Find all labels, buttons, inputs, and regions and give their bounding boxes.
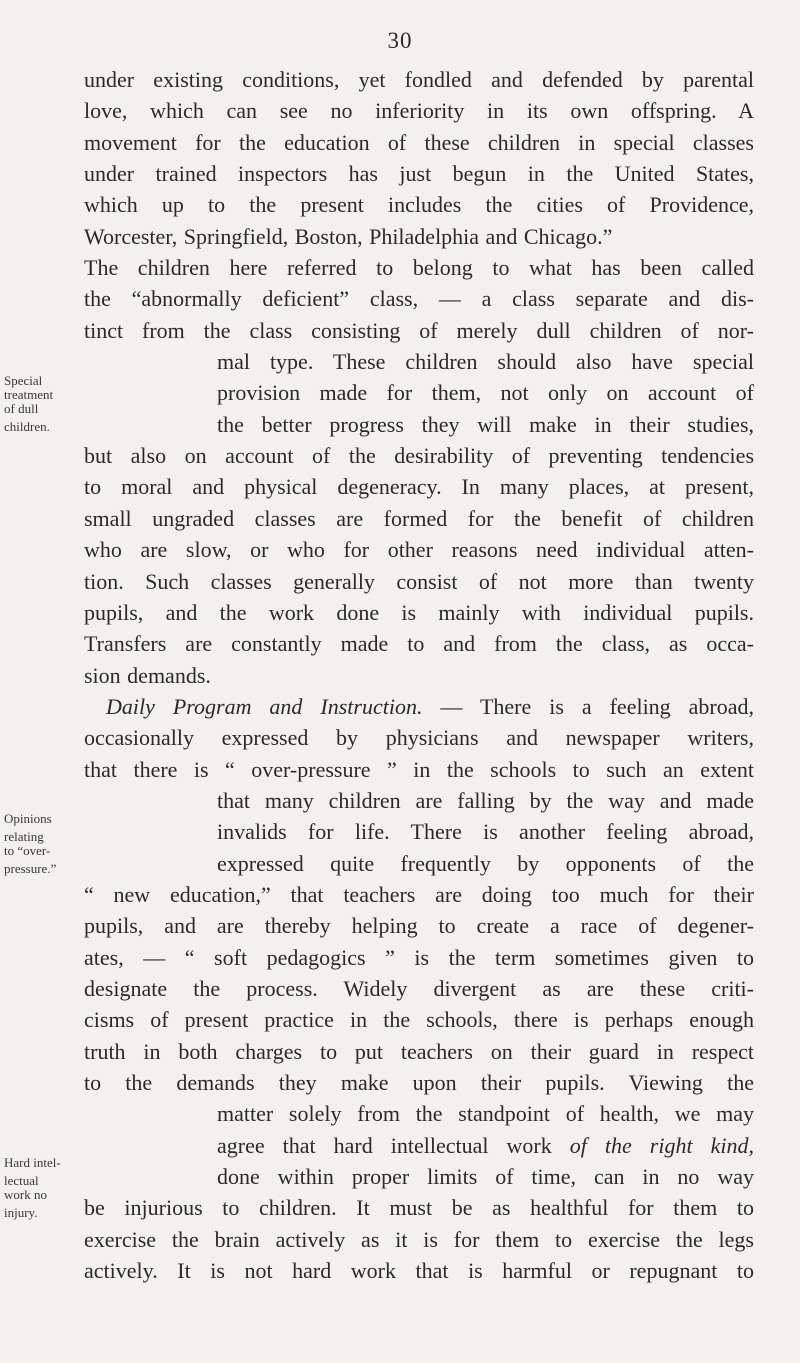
text-line: pupils, and are thereby helping to create a race of degener-: [84, 913, 754, 939]
text-line: Transfers are constantly made to and from the class, as occa-: [84, 631, 754, 657]
text-line: pupils, and the work done is mainly with individual pupils.: [84, 599, 754, 625]
text-line: The children here referred to belong to what has been called: [84, 255, 754, 281]
text-line: under trained inspectors has just begun in the United States,: [84, 161, 754, 187]
text-line: ates, — “ soft pedagogics ” is the term sometimes given to: [84, 944, 754, 970]
text-line: that many children are falling by the way and made: [217, 787, 754, 813]
text-line: small ungraded classes are formed for the benefit of children: [84, 505, 754, 531]
section-heading: Daily Program and Instruction.: [106, 693, 423, 719]
margin-note-line: Hard intel-: [4, 1155, 61, 1170]
page-number: 30: [387, 28, 413, 53]
text-line: tion. Such classes generally consist of not more than twenty: [84, 568, 754, 594]
text-line: done within proper limits of time, can in no way: [217, 1164, 754, 1190]
text-line: provision made for them, not only on account of: [217, 380, 754, 406]
text-line: who are slow, or who for other reasons need individual atten-: [84, 537, 754, 563]
margin-note-line: lectual: [4, 1173, 39, 1188]
text-line: invalids for life. There is another feeling abroad,: [217, 819, 754, 845]
margin-note-line: of dull: [4, 401, 39, 416]
section-heading-line: [84, 691, 754, 722]
text-line: Worcester, Springfield, Boston, Philadelphia and Chicago.”: [84, 223, 613, 249]
text-line: designate the process. Widely divergent as are these criti-: [84, 975, 754, 1001]
text-line: [84, 1130, 754, 1161]
italic-phrase: of the right kind,: [569, 1132, 754, 1158]
text-line: under existing conditions, yet fondled and defended by parental: [84, 67, 754, 92]
text-line: love, which can see no inferiority in its own offspring. A: [84, 98, 754, 124]
text-line: expressed quite frequently by opponents of the: [217, 850, 754, 876]
text-line: truth in both charges to put teachers on their guard in respect: [84, 1038, 754, 1064]
margin-note-line: treatment: [4, 387, 54, 402]
text-line: the “abnormally deficient” class, — a class separate and dis-: [84, 286, 754, 312]
body-text: [84, 64, 754, 1286]
text-line: the better progress they will make in their studies,: [217, 411, 754, 437]
text-line: movement for the education of these children in special classes: [84, 129, 754, 155]
text-line: to moral and physical degeneracy. In many places, at present,: [84, 474, 754, 500]
heading-continuation: — There is a feeling abroad,: [422, 693, 754, 719]
text-line: actively. It is not hard work that is harmful or repugnant to: [84, 1258, 754, 1284]
text-line: be injurious to children. It must be as healthful for them to: [84, 1195, 754, 1221]
text-line: cisms of present practice in the schools, there is perhaps enough: [84, 1007, 754, 1033]
text-line: which up to the present includes the cities of Providence,: [84, 192, 754, 218]
margin-note-line: children.: [4, 419, 50, 434]
text-line: exercise the brain actively as it is for them to exercise the legs: [84, 1226, 754, 1252]
margin-note-line: injury.: [4, 1205, 38, 1220]
margin-note-line: to “over-: [4, 843, 51, 858]
text-line: occasionally expressed by physicians and newspaper writers,: [84, 725, 754, 751]
text-line: to the demands they make upon their pupils. Viewing the: [84, 1070, 754, 1095]
text-line: but also on account of the desirability of preventing tendencies: [84, 443, 754, 469]
text-line: matter solely from the standpoint of health, we may: [217, 1101, 754, 1127]
margin-note-line: Opinions: [4, 811, 52, 826]
margin-note-line: pressure.”: [4, 861, 57, 876]
margin-note-line: work no: [4, 1187, 47, 1202]
text-line: sion demands.: [84, 662, 211, 688]
margin-note-line: Special: [4, 373, 43, 388]
margin-note-line: relating: [4, 829, 44, 844]
text-line: “ new education,” that teachers are doing too much for their: [84, 881, 754, 907]
text-segment: agree that hard intellectual work: [217, 1132, 570, 1158]
text-line: tinct from the class consisting of merely dull children of nor-: [84, 317, 754, 343]
text-line: that there is “ over-pressure ” in the schools to such an extent: [84, 756, 754, 782]
text-line: mal type. These children should also have special: [217, 349, 754, 375]
